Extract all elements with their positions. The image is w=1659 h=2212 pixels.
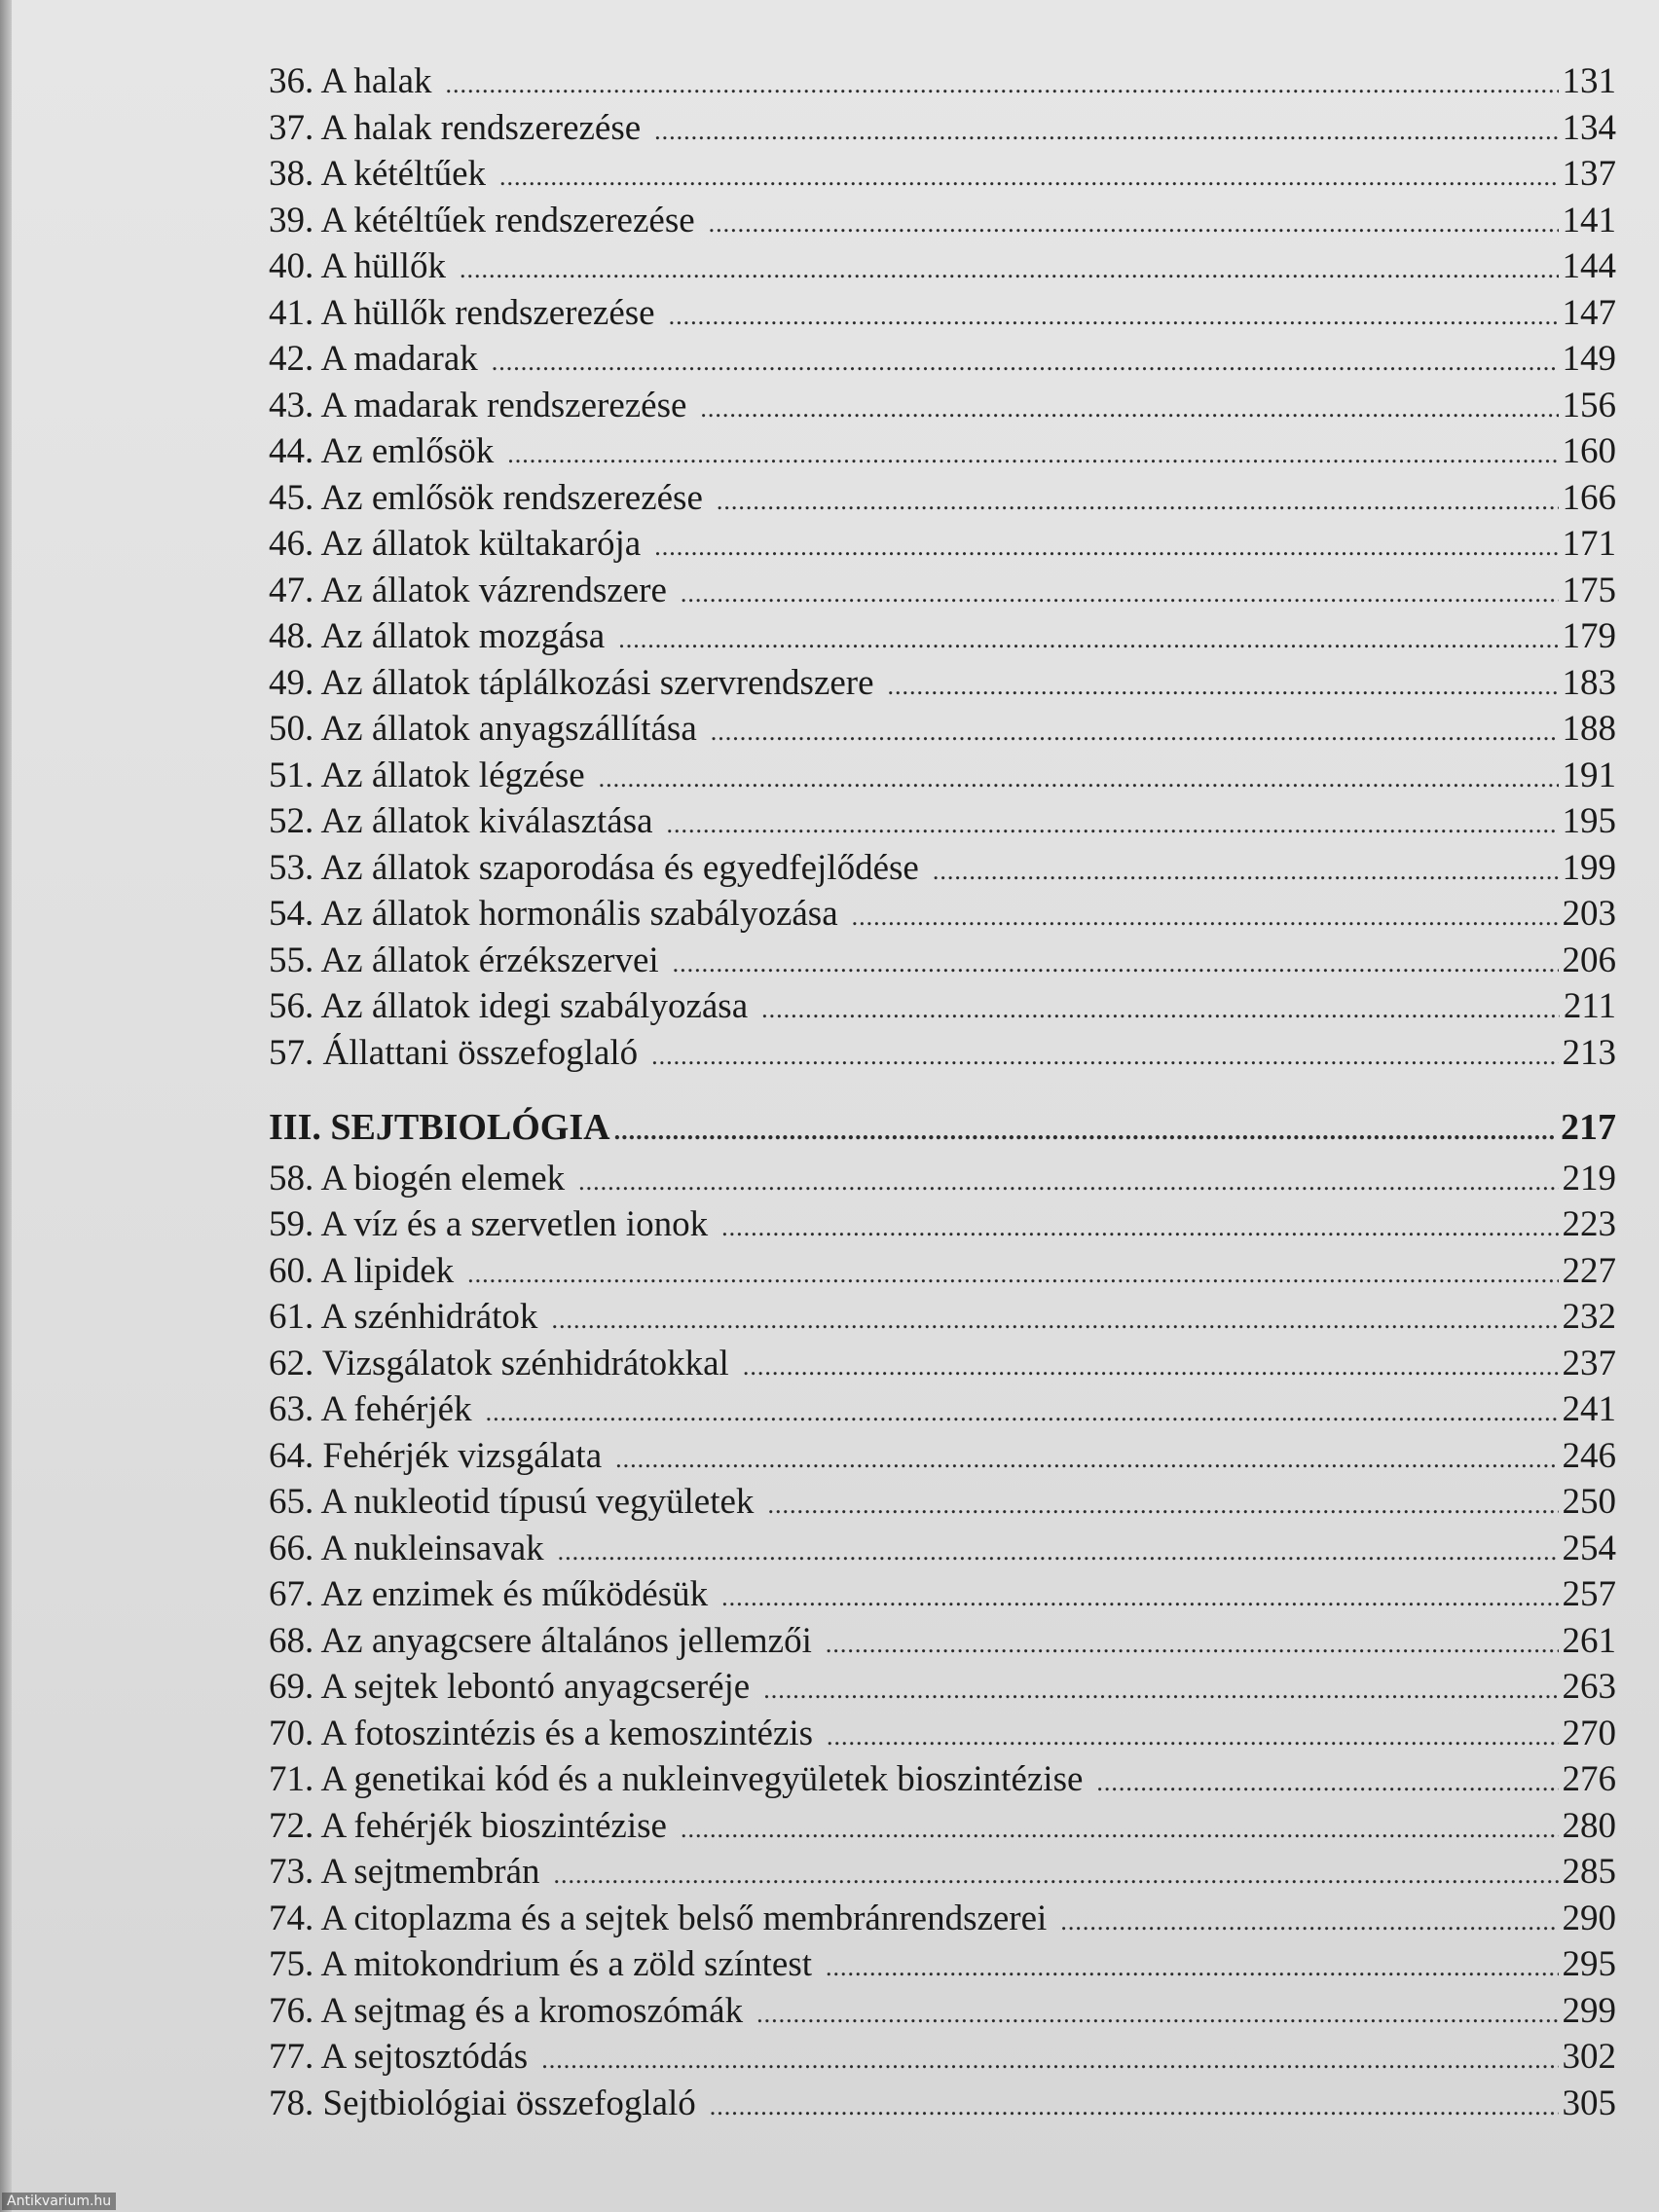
dot-leader <box>599 756 1559 802</box>
dot-leader <box>554 1852 1559 1899</box>
entry-page-number: 257 <box>1562 1574 1616 1614</box>
toc-entry <box>269 1571 1616 1618</box>
dot-leader <box>709 201 1559 247</box>
entry-title: 48. Az állatok mozgása <box>269 616 606 656</box>
entry-title: 63. A fehérjék <box>269 1389 472 1429</box>
entry-page-number: 144 <box>1562 246 1616 286</box>
entry-title: 64. Fehérjék vizsgálata <box>269 1435 603 1476</box>
toc-entry <box>269 845 1616 892</box>
entry-title: 36. A halak <box>269 61 432 101</box>
entry-page-number: 131 <box>1562 61 1616 101</box>
entry-page-number: 188 <box>1562 709 1616 749</box>
dot-leader <box>717 478 1559 525</box>
toc-entry <box>269 798 1616 845</box>
entry-title: 77. A sejtosztódás <box>269 2037 529 2077</box>
entry-title: 72. A fehérjék bioszintézise <box>269 1805 667 1846</box>
dot-leader <box>700 386 1558 432</box>
entry-title: 52. Az állatok kiválasztása <box>269 801 653 841</box>
toc-entry <box>269 660 1616 707</box>
entry-title: 39. A kétéltűek rendszerezése <box>269 200 695 240</box>
dot-leader <box>558 1529 1559 1575</box>
entry-title: 45. Az emlősök rendszerezése <box>269 477 703 518</box>
entry-page-number: 250 <box>1562 1482 1616 1522</box>
entry-title: 71. A genetikai kód és a nukleinvegyületek bioszintézise <box>269 1759 1084 1799</box>
toc-entry <box>269 475 1616 522</box>
entry-page-number: 237 <box>1562 1343 1616 1383</box>
entry-page-number: 280 <box>1562 1805 1616 1846</box>
dot-leader <box>446 61 1559 108</box>
entry-page-number: 160 <box>1562 431 1616 471</box>
dot-leader <box>654 108 1558 155</box>
entry-page-number: 270 <box>1562 1713 1616 1753</box>
dot-leader <box>669 293 1559 340</box>
toc-entry <box>269 568 1616 614</box>
entry-page-number: 206 <box>1562 940 1616 980</box>
table-of-contents <box>269 58 1616 2126</box>
dot-leader <box>615 1436 1558 1483</box>
watermark: Antikvarium.hu <box>2 2193 116 2210</box>
entry-title: 67. Az enzimek és működésük <box>269 1574 709 1614</box>
page-binding-edge <box>0 0 12 2212</box>
entry-page-number: 227 <box>1562 1250 1616 1291</box>
dot-leader <box>618 616 1558 663</box>
entry-page-number: 261 <box>1562 1620 1616 1661</box>
toc-entry <box>269 1294 1616 1341</box>
dot-leader <box>767 1482 1558 1529</box>
toc-entry <box>269 1386 1616 1433</box>
toc-entry <box>269 1896 1616 1942</box>
entry-title: 57. Állattani összefoglaló <box>269 1032 639 1073</box>
entry-page-number: 149 <box>1562 339 1616 379</box>
toc-entry <box>269 1756 1616 1803</box>
dot-leader <box>721 1574 1558 1621</box>
toc-entry <box>269 1618 1616 1665</box>
entry-page-number: 195 <box>1562 801 1616 841</box>
entry-title: 65. A nukleotid típusú vegyületek <box>269 1482 755 1522</box>
entry-page-number: 290 <box>1562 1898 1616 1938</box>
toc-entry <box>269 1941 1616 1988</box>
dot-leader <box>667 801 1559 848</box>
entry-page-number: 147 <box>1562 292 1616 333</box>
dot-leader <box>499 154 1559 201</box>
dot-leader <box>1096 1759 1558 1806</box>
entry-title: 60. A lipidek <box>269 1250 455 1291</box>
toc-list-cell-biology <box>269 1156 1616 2127</box>
toc-entry <box>269 1030 1616 1077</box>
entry-page-number: 156 <box>1562 385 1616 425</box>
section-title: III. SEJTBIOLÓGIA <box>269 1107 610 1148</box>
toc-entry <box>269 1664 1616 1711</box>
toc-entry <box>269 290 1616 337</box>
dot-leader <box>763 1667 1558 1714</box>
entry-page-number: 203 <box>1562 894 1616 934</box>
toc-entry <box>269 1988 1616 2035</box>
entry-page-number: 175 <box>1562 570 1616 610</box>
dot-leader <box>826 1944 1558 1991</box>
entry-title: 70. A fotoszintézis és a kemoszintézis <box>269 1713 813 1753</box>
dot-leader <box>651 1033 1558 1080</box>
dot-leader <box>711 709 1559 756</box>
entry-page-number: 246 <box>1562 1435 1616 1476</box>
toc-entry <box>269 1341 1616 1387</box>
entry-page-number: 305 <box>1562 2083 1616 2123</box>
toc-entry <box>269 938 1616 984</box>
dot-leader <box>673 940 1559 987</box>
entry-page-number: 171 <box>1562 524 1616 564</box>
toc-entry <box>269 2081 1616 2127</box>
entry-page-number: 254 <box>1562 1528 1616 1568</box>
entry-page-number: 137 <box>1562 154 1616 194</box>
dot-leader <box>681 571 1559 617</box>
dot-leader <box>614 1108 1557 1155</box>
toc-entry <box>269 983 1616 1030</box>
dot-leader <box>681 1806 1559 1853</box>
toc-entry <box>269 753 1616 799</box>
dot-leader <box>467 1251 1558 1298</box>
entry-title: 49. Az állatok táplálkozási szervrendszere <box>269 662 874 703</box>
entry-page-number: 263 <box>1562 1667 1616 1707</box>
dot-leader <box>492 339 1559 386</box>
entry-title: 59. A víz és a szervetlen ionok <box>269 1204 709 1244</box>
toc-entry <box>269 1201 1616 1248</box>
entry-page-number: 241 <box>1562 1389 1616 1429</box>
toc-section-heading <box>269 1105 1616 1152</box>
entry-title: 75. A mitokondrium és a zöld színtest <box>269 1944 813 1984</box>
toc-entry <box>269 2034 1616 2081</box>
dot-leader <box>710 2083 1559 2130</box>
entry-page-number: 302 <box>1562 2037 1616 2077</box>
book-page <box>12 0 1659 2212</box>
dot-leader <box>551 1297 1558 1344</box>
dot-leader <box>578 1159 1558 1205</box>
entry-page-number: 299 <box>1562 1990 1616 2031</box>
entry-page-number: 276 <box>1562 1759 1616 1799</box>
toc-entry <box>269 521 1616 568</box>
toc-entry <box>269 58 1616 105</box>
toc-entry <box>269 1849 1616 1896</box>
entry-title: 47. Az állatok vázrendszere <box>269 570 667 610</box>
section-page-number: 217 <box>1561 1107 1616 1148</box>
entry-title: 54. Az állatok hormonális szabályozása <box>269 894 838 934</box>
entry-title: 78. Sejtbiológiai összefoglaló <box>269 2083 696 2123</box>
entry-page-number: 166 <box>1562 477 1616 518</box>
dot-leader <box>541 2037 1558 2083</box>
dot-leader <box>654 524 1558 571</box>
entry-title: 50. Az állatok anyagszállítása <box>269 709 697 749</box>
entry-title: 58. A biogén elemek <box>269 1158 566 1198</box>
toc-list-animals <box>269 58 1616 1076</box>
entry-page-number: 295 <box>1562 1944 1616 1984</box>
toc-entry <box>269 336 1616 383</box>
entry-title: 73. A sejtmembrán <box>269 1852 540 1892</box>
dot-leader <box>826 1621 1559 1668</box>
entry-page-number: 179 <box>1562 616 1616 656</box>
entry-title: 44. Az emlősök <box>269 431 495 471</box>
toc-entry <box>269 105 1616 152</box>
entry-title: 51. Az állatok légzése <box>269 755 585 795</box>
toc-entry <box>269 706 1616 753</box>
entry-title: 40. A hüllők <box>269 246 446 286</box>
dot-leader <box>888 663 1559 710</box>
entry-title: 55. Az állatok érzékszervei <box>269 940 659 980</box>
entry-title: 56. Az állatok idegi szabályozása <box>269 986 749 1026</box>
toc-entry <box>269 428 1616 475</box>
dot-leader <box>743 1344 1559 1390</box>
dot-leader <box>756 1991 1558 2038</box>
entry-page-number: 211 <box>1563 986 1616 1026</box>
entry-page-number: 183 <box>1562 662 1616 703</box>
entry-title: 69. A sejtek lebontó anyagcseréje <box>269 1667 751 1707</box>
entry-title: 37. A halak rendszerezése <box>269 107 642 148</box>
toc-entry <box>269 1711 1616 1757</box>
entry-page-number: 134 <box>1562 107 1616 148</box>
dot-leader <box>933 848 1559 895</box>
entry-page-number: 223 <box>1562 1204 1616 1244</box>
entry-page-number: 219 <box>1562 1158 1616 1198</box>
entry-title: 42. A madarak <box>269 339 478 379</box>
entry-title: 74. A citoplazma és a sejtek belső membránrendszerei <box>269 1898 1048 1938</box>
dot-leader <box>486 1389 1559 1436</box>
entry-title: 66. A nukleinsavak <box>269 1528 544 1568</box>
dot-leader <box>827 1714 1559 1760</box>
toc-entry <box>269 243 1616 290</box>
dot-leader <box>852 894 1559 940</box>
entry-page-number: 232 <box>1562 1297 1616 1337</box>
toc-entry <box>269 383 1616 429</box>
toc-entry <box>269 1156 1616 1202</box>
dot-leader <box>1060 1899 1558 1945</box>
entry-title: 68. Az anyagcsere általános jellemzői <box>269 1620 812 1661</box>
entry-title: 38. A kétéltűek <box>269 154 486 194</box>
entry-title: 41. A hüllők rendszerezése <box>269 292 655 333</box>
entry-page-number: 141 <box>1562 200 1616 240</box>
entry-page-number: 213 <box>1562 1032 1616 1073</box>
toc-entry <box>269 891 1616 938</box>
dot-leader <box>507 431 1558 478</box>
entry-title: 46. Az állatok kültakarója <box>269 524 642 564</box>
entry-page-number: 285 <box>1562 1852 1616 1892</box>
toc-entry <box>269 198 1616 244</box>
toc-entry <box>269 1526 1616 1572</box>
entry-title: 43. A madarak rendszerezése <box>269 385 687 425</box>
entry-page-number: 199 <box>1562 847 1616 888</box>
toc-entry <box>269 613 1616 660</box>
dot-leader <box>721 1204 1558 1251</box>
entry-title: 62. Vizsgálatok szénhidrátokkal <box>269 1343 729 1383</box>
entry-title: 53. Az állatok szaporodása és egyedfejlődése <box>269 847 919 888</box>
toc-entry <box>269 1803 1616 1850</box>
dot-leader <box>761 986 1560 1033</box>
entry-title: 61. A szénhidrátok <box>269 1297 538 1337</box>
dot-leader <box>460 246 1559 293</box>
entry-page-number: 191 <box>1562 755 1616 795</box>
toc-entry <box>269 1248 1616 1295</box>
toc-entry <box>269 1433 1616 1480</box>
toc-entry <box>269 1479 1616 1526</box>
entry-title: 76. A sejtmag és a kromoszómák <box>269 1990 744 2031</box>
toc-entry <box>269 151 1616 198</box>
